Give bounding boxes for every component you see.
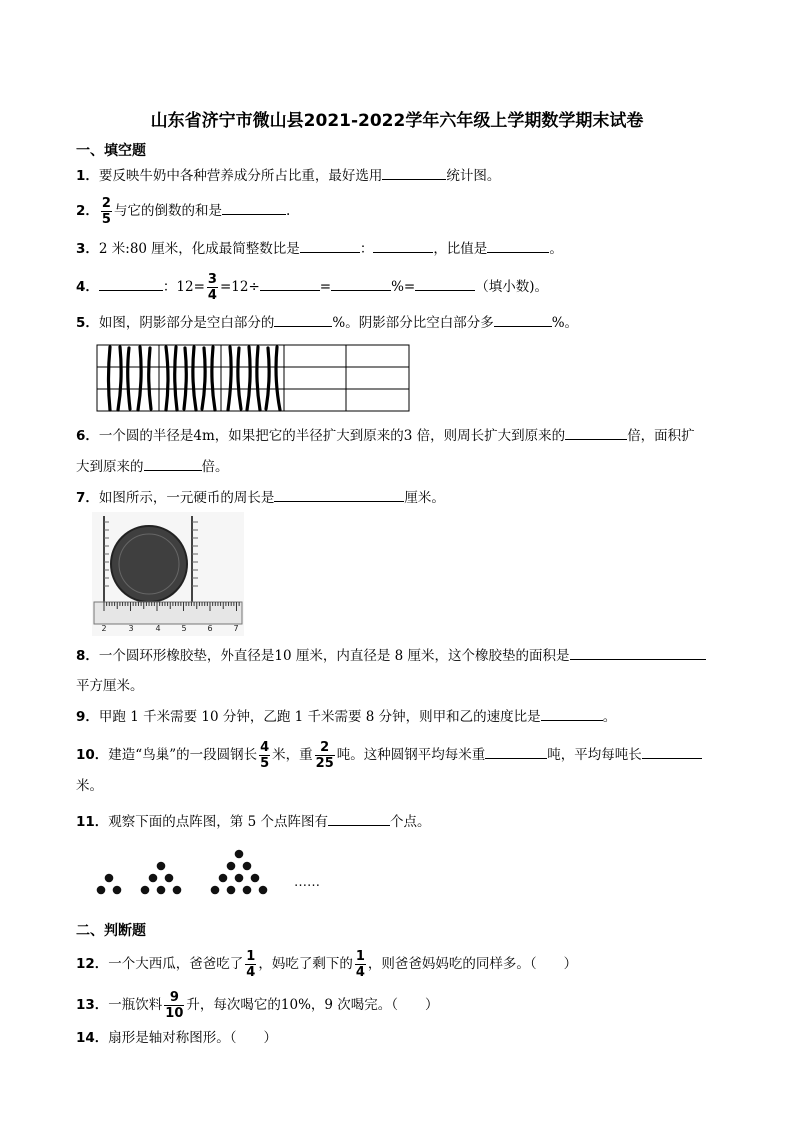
fraction: $\frac{1}{4}$ [246,949,256,980]
question-number: 6． [76,428,99,444]
answer-blank[interactable] [99,276,163,291]
page-title: 山东省济宁市微山县2021-2022学年六年级上学期数学期末试卷 [150,111,644,131]
answer-blank[interactable] [415,276,475,291]
question-number: 13． [76,997,109,1013]
question-13 [76,990,439,1021]
answer-blank[interactable] [642,744,702,759]
question-4 [76,272,548,303]
question-9 [76,706,616,727]
ruler-label: 2 [101,624,107,633]
question-number: 4． [76,279,99,295]
answer-blank[interactable] [274,312,332,327]
question-2 [76,196,290,227]
question-8-continued [76,676,144,696]
question-text: 吨，平均每吨长 [547,747,642,763]
question-text: 如图，阴影部分是空白部分的 [98,315,275,331]
question-text: 个点。 [389,814,431,830]
question-number: 10． [76,747,109,763]
question-5 [76,312,578,333]
question-text: 平方厘米。 [76,678,144,694]
question-10 [76,740,702,771]
question-text: 倍。 [201,459,229,475]
question-text: = [319,279,332,295]
answer-blank[interactable] [485,744,547,759]
answer-blank[interactable] [222,200,286,215]
question-11 [76,811,430,832]
question-text: 甲跑 1 千米需要 10 分钟，乙跑 1 千米需要 8 分钟，则甲和乙的速度比是 [98,709,541,725]
question-number: 12． [76,956,109,972]
fraction: $\frac{4}{5}$ [260,740,270,771]
dot-pattern-figure [92,846,334,902]
question-text: 一个圆的半径是4m，如果把它的半径扩大到原来的3 倍，则周长扩大到原来的 [98,428,566,444]
question-text: 大到原来的 [76,459,144,475]
question-text: ： [359,241,374,257]
question-text: 观察下面的点阵图，第 5 个点阵图有 [108,814,328,830]
answer-blank[interactable] [494,312,552,327]
question-10-continued [76,776,103,796]
coin-icon [111,526,187,602]
question-text: 倍，面积扩 [627,428,695,444]
question-6 [76,425,695,446]
question-number: 1． [76,168,99,184]
question-text: 吨。这种圆钢平均每米重 [336,747,486,763]
question-text: 厘米。 [404,490,445,506]
question-text: 2 米:80 厘米，化成最简整数比是 [98,241,300,257]
ruler-label: 4 [155,624,161,633]
shaded-grid-figure [96,344,410,412]
question-number: 11． [76,814,109,830]
question-text: 一个大西瓜，爸爸吃了 [108,956,244,972]
answer-blank[interactable] [487,238,549,253]
answer-blank[interactable] [331,276,391,291]
ruler-label: 5 [181,624,187,633]
question-number: 14． [76,1030,109,1046]
question-number: 7． [76,490,99,506]
coin-ruler-figure [92,512,244,636]
question-text: 如图所示，一元硬币的周长是 [98,490,275,506]
question-number: 5． [76,315,99,331]
question-text: %。阴影部分比空白部分多 [332,315,494,331]
question-8 [76,645,706,666]
fraction: $\frac{2}{25}$ [315,740,334,771]
question-text: ：12= [162,279,205,295]
ellipsis: …… [294,875,320,890]
ruler-label: 6 [207,624,213,633]
answer-blank[interactable] [260,276,320,291]
question-number: 9． [76,709,99,725]
fraction: $\frac{9}{10}$ [165,990,184,1021]
question-text: 统计图。 [446,168,501,184]
question-text: ，妈吃了剩下的 [258,956,353,972]
fraction: $\frac{1}{4}$ [355,949,365,980]
question-text: 升，每次喝它的10%，9 次喝完。（ ） [186,997,439,1013]
ruler-label: 3 [128,624,134,633]
question-1 [76,165,500,186]
ruler-label: 7 [233,624,239,633]
answer-blank[interactable] [274,487,404,502]
question-text: %。 [551,315,579,331]
question-text: =12÷ [219,279,260,295]
question-text: 米，重 [272,747,313,763]
question-text: 。 [549,241,563,257]
question-12 [76,949,577,980]
question-text: 建造“鸟巢”的一段圆钢长 [108,747,258,763]
question-text: ，则爸爸妈妈吃的同样多。（ ） [367,956,578,972]
fraction: $\frac{2}{5}$ [101,196,111,227]
question-text: （填小数)。 [475,279,548,295]
answer-blank[interactable] [570,645,706,660]
question-text: 米。 [76,778,103,794]
section-heading-fill-in: 一、填空题 [76,143,146,159]
answer-blank[interactable] [300,238,360,253]
question-6-continued [76,456,229,477]
fraction: $\frac{3}{4}$ [207,272,217,303]
answer-blank[interactable] [144,456,202,471]
answer-blank[interactable] [382,165,446,180]
question-text: 与它的倒数的和是 [113,203,222,219]
answer-blank[interactable] [328,811,390,826]
answer-blank[interactable] [373,238,433,253]
section-heading-true-false: 二、判断题 [76,923,146,939]
question-text: 扇形是轴对称图形。（ ） [108,1030,278,1046]
answer-blank[interactable] [565,425,627,440]
question-text: %= [391,279,416,295]
question-number: 8． [76,648,99,664]
question-7 [76,487,445,508]
question-text: 一瓶饮料 [108,997,163,1013]
question-text: . [285,203,291,219]
question-3 [76,238,563,259]
question-text: 要反映牛奶中各种营养成分所占比重，最好选用 [98,168,383,184]
question-number: 3． [76,241,99,257]
question-number: 2． [76,203,99,219]
question-text: ，比值是 [433,241,488,257]
question-14 [76,1028,277,1048]
answer-blank[interactable] [541,706,603,721]
question-text: 一个圆环形橡胶垫，外直径是10 厘米，内直径是 8 厘米，这个橡胶垫的面积是 [98,648,570,664]
question-text: 。 [602,709,617,725]
